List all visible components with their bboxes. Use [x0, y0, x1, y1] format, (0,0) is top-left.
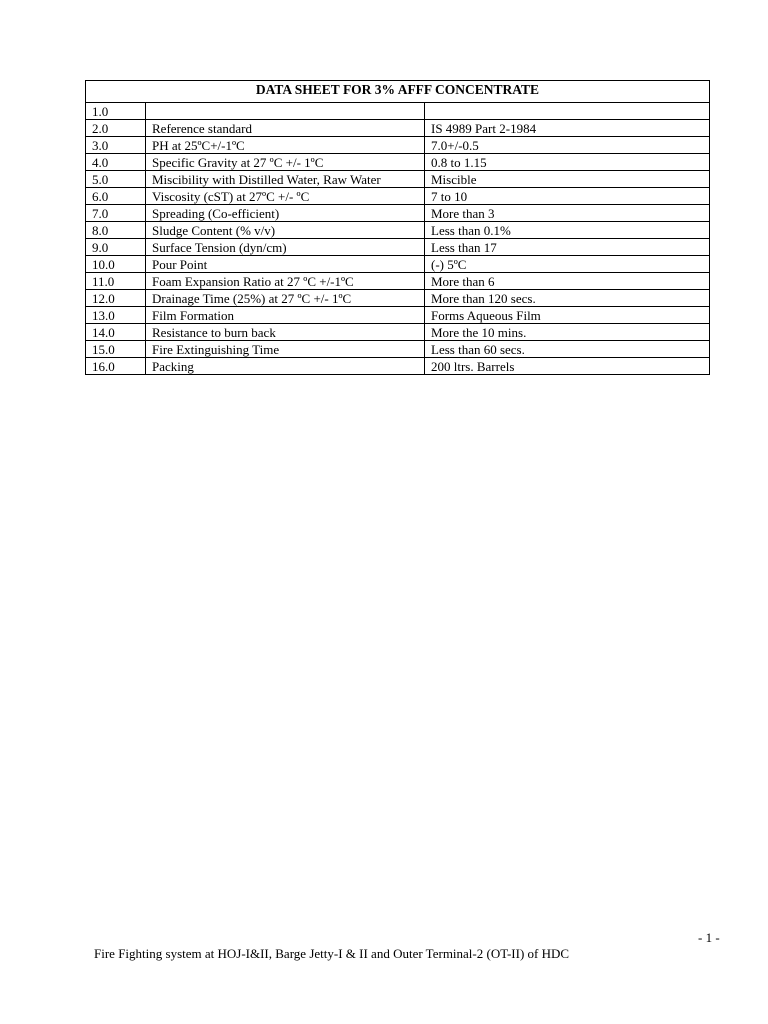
- table-row: [86, 273, 710, 290]
- row-value: [425, 103, 710, 120]
- row-value: More than 6: [425, 273, 710, 290]
- row-number: 13.0: [86, 307, 146, 324]
- row-parameter: Packing: [146, 358, 425, 375]
- table-title-row: [86, 81, 710, 103]
- table-row: [86, 239, 710, 256]
- row-number: 15.0: [86, 341, 146, 358]
- table-row: [86, 324, 710, 341]
- table-body: [86, 103, 710, 375]
- row-value: IS 4989 Part 2-1984: [425, 120, 710, 137]
- row-number: 6.0: [86, 188, 146, 205]
- row-number: 14.0: [86, 324, 146, 341]
- row-number: 12.0: [86, 290, 146, 307]
- row-number: 11.0: [86, 273, 146, 290]
- row-value: Miscible: [425, 171, 710, 188]
- row-number: 10.0: [86, 256, 146, 273]
- row-value: Forms Aqueous Film: [425, 307, 710, 324]
- row-value: More than 120 secs.: [425, 290, 710, 307]
- table-row: [86, 222, 710, 239]
- table-row: [86, 341, 710, 358]
- row-value: Less than 17: [425, 239, 710, 256]
- row-value: More than 3: [425, 205, 710, 222]
- row-value: (-) 5ºC: [425, 256, 710, 273]
- row-value: More the 10 mins.: [425, 324, 710, 341]
- table-row: [86, 171, 710, 188]
- page-number: - 1 -: [698, 930, 720, 945]
- table-row: [86, 358, 710, 375]
- table-row: [86, 120, 710, 137]
- row-number: 9.0: [86, 239, 146, 256]
- row-value: Less than 60 secs.: [425, 341, 710, 358]
- row-parameter: Sludge Content (% v/v): [146, 222, 425, 239]
- row-parameter: Spreading (Co-efficient): [146, 205, 425, 222]
- table-row: [86, 256, 710, 273]
- row-value: 7.0+/-0.5: [425, 137, 710, 154]
- row-value: Less than 0.1%: [425, 222, 710, 239]
- row-value: 200 ltrs. Barrels: [425, 358, 710, 375]
- table-row: [86, 290, 710, 307]
- row-number: 1.0: [86, 103, 146, 120]
- row-parameter: Reference standard: [146, 120, 425, 137]
- table-row: [86, 137, 710, 154]
- row-parameter: Film Formation: [146, 307, 425, 324]
- row-parameter: Drainage Time (25%) at 27 ºC +/- 1ºC: [146, 290, 425, 307]
- row-number: 8.0: [86, 222, 146, 239]
- table-row: [86, 154, 710, 171]
- row-parameter: PH at 25ºC+/-1ºC: [146, 137, 425, 154]
- row-parameter: Pour Point: [146, 256, 425, 273]
- table-row: [86, 188, 710, 205]
- page-footer: Fire Fighting system at HOJ-I&II, Barge Jetty-I & II and Outer Terminal-2 (OT-II) of HDC: [94, 946, 570, 961]
- row-value: 7 to 10: [425, 188, 710, 205]
- table-row: [86, 205, 710, 222]
- row-parameter: Viscosity (cST) at 27ºC +/- ºC: [146, 188, 425, 205]
- table-title: DATA SHEET FOR 3% AFFF CONCENTRATE: [86, 81, 710, 103]
- row-parameter: Resistance to burn back: [146, 324, 425, 341]
- row-parameter: Foam Expansion Ratio at 27 ºC +/-1ºC: [146, 273, 425, 290]
- data-sheet-table: [85, 80, 710, 375]
- row-number: 7.0: [86, 205, 146, 222]
- table-row: [86, 307, 710, 324]
- row-parameter: [146, 103, 425, 120]
- row-number: 5.0: [86, 171, 146, 188]
- row-parameter: Fire Extinguishing Time: [146, 341, 425, 358]
- row-number: 3.0: [86, 137, 146, 154]
- row-number: 2.0: [86, 120, 146, 137]
- row-parameter: Miscibility with Distilled Water, Raw Water: [146, 171, 425, 188]
- row-value: 0.8 to 1.15: [425, 154, 710, 171]
- row-number: 4.0: [86, 154, 146, 171]
- row-number: 16.0: [86, 358, 146, 375]
- row-parameter: Surface Tension (dyn/cm): [146, 239, 425, 256]
- row-parameter: Specific Gravity at 27 ºC +/- 1ºC: [146, 154, 425, 171]
- table-row: [86, 103, 710, 120]
